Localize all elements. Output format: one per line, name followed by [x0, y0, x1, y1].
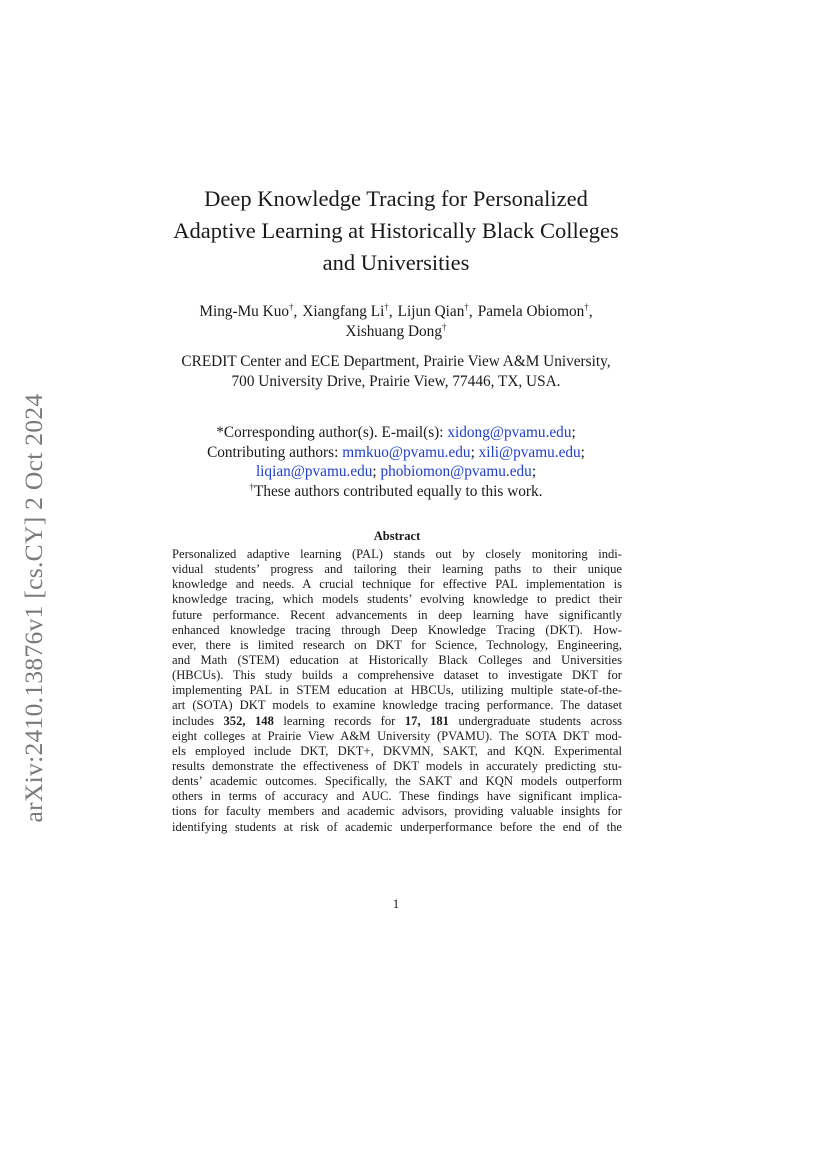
- author-mark: †: [289, 302, 294, 312]
- author-entry: [398, 303, 473, 320]
- abstract-line: vidual students’ progress and tailoring their learning paths to their unique: [172, 562, 622, 577]
- abstract-emphasis: 17, 181: [404, 713, 449, 728]
- contributing-email: xili@pvamu.edu: [478, 443, 581, 461]
- title-line: Deep Knowledge Tracing for Personalized: [204, 186, 588, 211]
- contributing-authors-line: [120, 443, 672, 463]
- author-entry: [302, 303, 392, 320]
- title-line: Adaptive Learning at Historically Black Colleges: [173, 218, 619, 243]
- abstract-line: art (SOTA) DKT models to examine knowledge tracing performance. The dataset: [172, 698, 622, 713]
- author-mark: †: [584, 302, 589, 312]
- abstract-line: knowledge and needs. A crucial technique for effective PAL implementation is: [172, 577, 622, 592]
- abstract-line: tions for faculty members and academic advisors, providing valuable insights for: [172, 804, 622, 819]
- author-name: Pamela Obiomon: [477, 303, 585, 320]
- affiliation: [120, 352, 672, 392]
- author-entry: [199, 303, 297, 320]
- affiliation-line: 700 University Drive, Prairie View, 77446, TX, USA.: [231, 373, 561, 390]
- author-separator: ,: [588, 303, 593, 320]
- abstract-line: and Math (STEM) education at Historically Black Colleges and Universities: [172, 652, 622, 667]
- abstract-text: [172, 547, 622, 835]
- author-name: Lijun Qian: [397, 303, 465, 320]
- abstract-emphasis: 352, 148: [223, 713, 274, 728]
- abstract-line: ever, there is limited research on DKT for Science, Technology, Engineering,: [172, 637, 622, 652]
- contributing-emails-line: [120, 462, 672, 482]
- author-mark: †: [464, 302, 469, 312]
- corresponding-email: xidong@pvamu.edu: [447, 424, 572, 441]
- author-name: Xiangfang Li: [302, 303, 385, 320]
- page-number: 1: [392, 896, 400, 911]
- author-entry: [346, 323, 447, 340]
- abstract-line: (HBCUs). This study builds a comprehensive dataset to investigate DKT for: [172, 668, 622, 683]
- author-list: [120, 302, 672, 342]
- email-separator: ;: [372, 463, 381, 480]
- contributing-email: phobiomon@pvamu.edu: [380, 463, 532, 480]
- email-separator: ;: [580, 443, 585, 461]
- abstract-line: els employed include DKT, DKT+, DKVMN, SAKT, and KQN. Experimental: [172, 743, 622, 758]
- author-mark: †: [441, 322, 447, 332]
- abstract-line: eight colleges at Prairie View A&M University (PVAMU). The SOTA DKT mod-: [172, 728, 622, 743]
- correspondence-block: [120, 423, 672, 501]
- email-separator: ;: [571, 424, 576, 441]
- equal-contribution-text: These authors contributed equally to this work.: [254, 482, 543, 500]
- author-separator: ,: [388, 303, 393, 320]
- arxiv-identifier-text: arXiv:2410.13876v1 [cs.CY] 2 Oct 2024: [19, 393, 48, 823]
- equal-contribution-note: [120, 482, 672, 502]
- abstract-line: future performance. Recent advancements in deep learning have significantly: [172, 607, 622, 622]
- abstract-line: others in terms of accuracy and AUC. These findings have significant implica-: [172, 789, 622, 804]
- contributing-label: Contributing authors:: [207, 443, 343, 461]
- abstract-line: includes 352, 148 learning records for 17, 181 undergraduate students across: [172, 713, 623, 728]
- abstract-line: enhanced knowledge tracing through Deep Knowledge Tracing (DKT). How-: [172, 622, 622, 637]
- contributing-email: liqian@pvamu.edu: [255, 463, 373, 480]
- arxiv-identifier: [15, 373, 53, 843]
- abstract-line: identifying students at risk of academic underperformance before the end of the: [172, 819, 622, 834]
- affiliation-line: CREDIT Center and ECE Department, Prairie View A&M University,: [181, 353, 611, 370]
- author-name: Ming-Mu Kuo: [199, 303, 290, 320]
- corresponding-author-line: [120, 423, 672, 443]
- author-entry: [478, 303, 593, 320]
- abstract-line: Personalized adaptive learning (PAL) stands out by closely monitoring indi-: [172, 547, 622, 561]
- contributing-email: mmkuo@pvamu.edu: [342, 443, 471, 461]
- abstract-line: implementing PAL in STEM education at HBCUs, utilizing multiple state-of-the-: [172, 683, 622, 698]
- author-mark: †: [384, 302, 389, 312]
- abstract-line: dents’ academic outcomes. Specifically, the SAKT and KQN models outperform: [172, 774, 622, 789]
- abstract-line: knowledge tracing, which models students’ evolving knowledge to predict their: [172, 592, 622, 607]
- abstract-line: results demonstrate the effectiveness of DKT models in accurately predicting stu-: [172, 758, 622, 773]
- author-separator: ,: [293, 303, 298, 320]
- title-line: and Universities: [322, 250, 470, 275]
- email-separator: ;: [531, 463, 537, 480]
- equal-contribution-mark: †: [249, 481, 255, 492]
- paper-title: [120, 183, 672, 279]
- abstract-heading: Abstract: [373, 529, 421, 543]
- email-separator: ;: [470, 443, 479, 461]
- corresponding-label: *Corresponding author(s). E-mail(s):: [216, 424, 448, 441]
- author-name: Xishuang Dong: [345, 323, 442, 340]
- author-separator: ,: [468, 303, 473, 320]
